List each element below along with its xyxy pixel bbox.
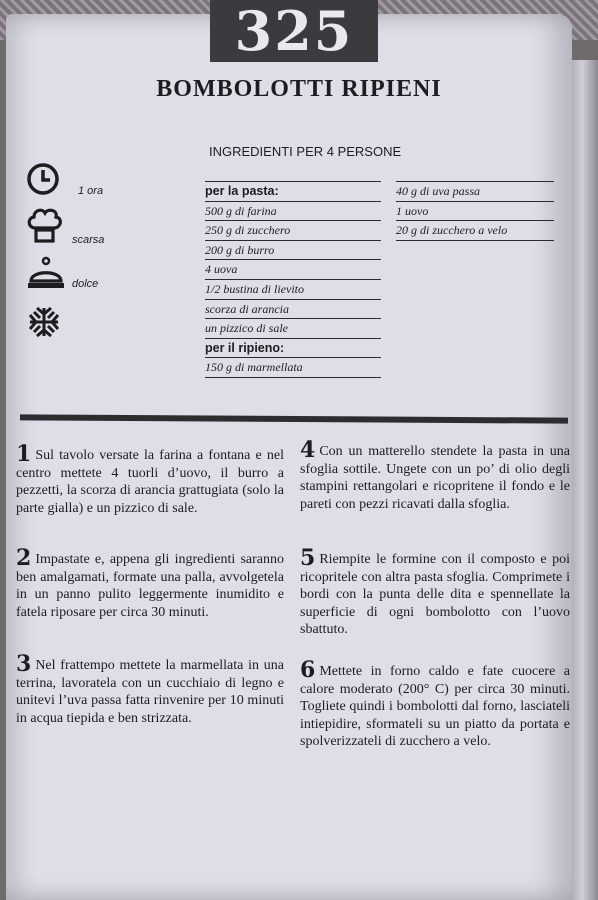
list-item: 4 uova [205,260,381,280]
list-item: 500 g di farina [205,202,381,222]
course-label: dolce [72,277,99,290]
step-6 [300,657,570,751]
list-item: 1/2 bustina di lievito [205,280,381,300]
list-item: 150 g di marmellata [205,358,381,378]
step-number: 1 [16,441,32,467]
ingredient-section-filling: per il ripieno: [205,339,381,359]
step-5 [300,545,570,639]
ingredients-heading: INGREDIENTI PER 4 PERSONE [209,144,402,159]
clock-icon [26,162,60,201]
difficulty-info [26,206,104,249]
difficulty-label: scarsa [72,233,105,246]
step-2 [16,545,284,621]
course-info [26,256,98,295]
time-info [26,162,103,201]
list-item: 40 g di uva passa [396,181,554,202]
list-item: un pizzico di sale [205,319,381,339]
step-3 [16,651,284,727]
step-text: Nel frattempo mettete la marmellata in una terrina, lavoratela con un cucchiaio di legno e unitevi l’uva passa fatta rinvenire per 10 minuti in acqua tiepida e ben strizzata. [16,658,284,726]
step-number: 6 [300,657,316,683]
list-item: scorza di arancia [205,300,381,320]
ingredients-list-1 [205,181,381,378]
recipe-number-box [210,0,378,62]
step-number: 3 [16,651,32,677]
step-text: Con un matterello stendete la pasta in una sfoglia sottile. Ungete con un po’ di olio degli stampini rettangolari e ricopritene il fondo e le pareti con pezzi ricavati dalla sfoglia. [300,444,570,512]
page-edge [572,60,598,900]
time-label: 1 ora [78,184,104,197]
recipe-title: BOMBOLOTTI RIPIENI [156,76,442,102]
chef-hat-icon [26,206,62,249]
step-number: 5 [300,545,316,571]
step-text: Impastate e, appena gli ingredienti saranno ben amalgamati, formate una palla, avvolgetela in un panno pulito leggermente inumidito e fatela riposare per circa 30 minuti. [16,552,284,620]
list-item: 200 g di burro [205,241,381,261]
step-number: 2 [16,545,32,571]
step-text: Sul tavolo versate la farina a fontana e nel centro mettete 4 tuorli d’uovo, il burro a pezzetti, la scorza di arancia grattugiata (solo la parte gialla) e un pizzico di sale. [16,448,284,516]
list-item: 20 g di zucchero a velo [396,221,554,241]
step-1 [16,441,284,517]
list-item: 1 uovo [396,202,554,222]
step-number: 4 [300,437,316,463]
ingredients-list-2 [396,181,554,241]
step-text: Riempite le formine con il composto e poi ricopritele con altra pasta sfoglia. Comprimete i bordi con la punta delle dita e spennellate la superficie di ogni bombolotto con l’uovo sbattuto. [300,552,570,638]
step-text: Mettete in forno caldo e fate cuocere a calore moderato (200° C) per circa 30 minuti. Togliete quindi i bombolotti dal forno, lasciateli intiepidire, sformateli su un piatto da portata e spolverizzateli di zucchero a velo. [300,664,570,750]
list-item: 250 g di zucchero [205,221,381,241]
recipe-number: 325 [234,0,354,63]
snowflake-icon [26,304,62,345]
freezer-info [26,304,62,345]
cloche-icon [26,256,66,295]
step-4 [300,437,570,513]
ingredient-section-pasta: per la pasta: [205,181,381,202]
